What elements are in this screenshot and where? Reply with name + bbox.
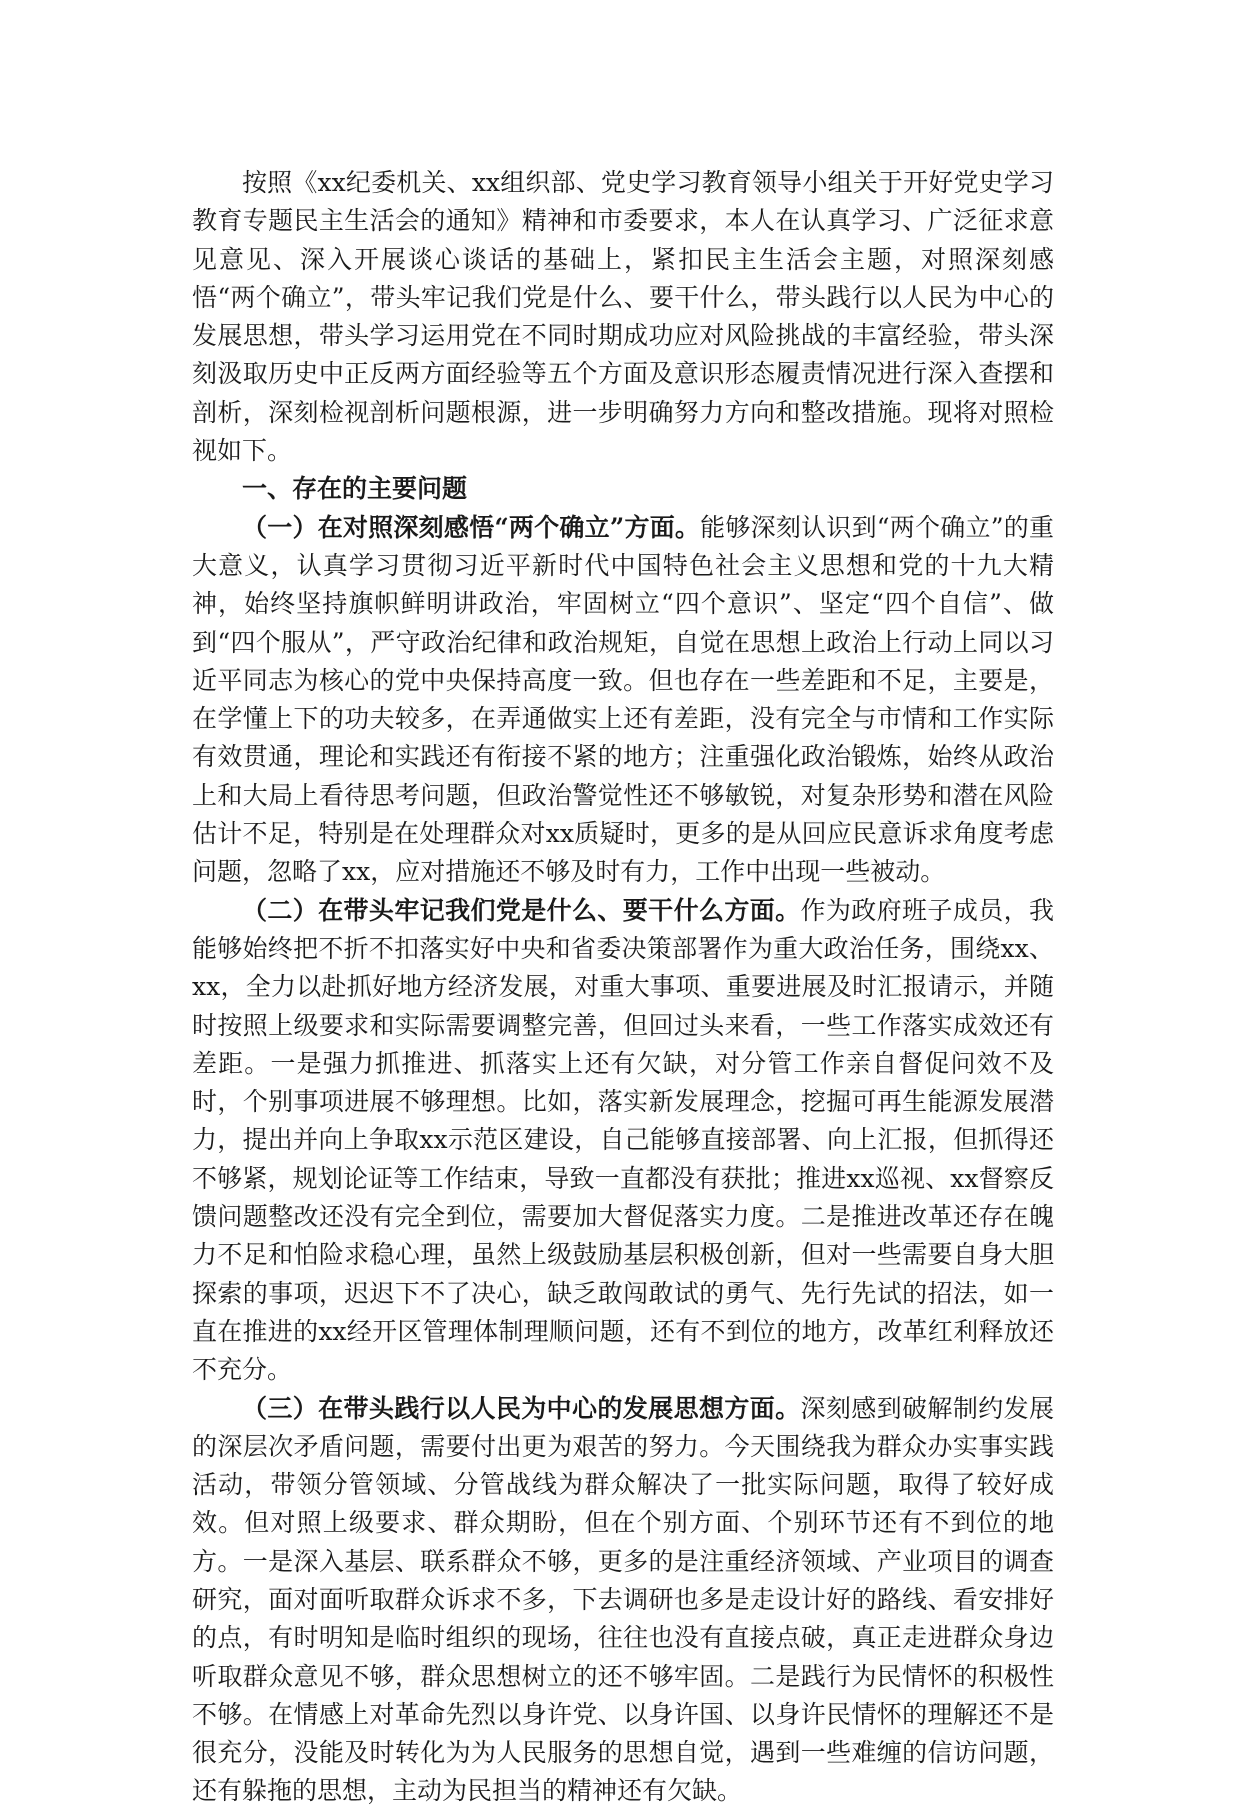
intro-paragraph: 按照《xx纪委机关、xx组织部、党史学习教育领导小组关于开好党史学习教育专题民主生活会的通知》精神和市委要求，本人在认真学习、广泛征求意见意见、深入开展谈心谈话的基础上，紧扣民主生活会主题，对照深刻感悟“两个确立”，带头牢记我们党是什么、要干什么，带头践行以人民为中心的发展思想，带头学习运用党在不同时期成功应对风险挑战的丰富经验，带头深刻汲取历史中正反两方面经验等五个方面及意识形态履责情况进行深入查摆和剖析，深刻检视剖析问题根源，进一步明确努力方向和整改措施。现将对照检视如下。	[192, 168, 1054, 466]
item-body-3: 深刻感到破解制约发展的深层次矛盾问题，需要付出更为艰苦的努力。今天围绕我为群众办实事实践活动，带领分管领域、分管战线为群众解决了一批实际问题，取得了较好成效。但对照上级要求、群众期盼，但在个别方面、个别环节还有不到位的地方。一是深入基层、联系群众不够，更多的是注重经济领域、产业项目的调查研究，面对面听取群众诉求不多，下去调研也多是走设计好的路线、看安排好的点，有时明知是临时组织的现场，往往也没有直接点破，真正走进群众身边听取群众意见不够，群众思想树立的还不够牢固。二是践行为民情怀的积极性不够。在情感上对革命先烈以身许党、以身许国、以身许民情怀的理解还不是很充分，没能及时转化为为人民服务的思想自觉，遇到一些难缠的信访问题，还有躲拖的思想，主动为民担当的精神还有欠缺。	[192, 1393, 1054, 1806]
item-body-2: 作为政府班子成员，我能够始终把不折不扣落实好中央和省委决策部署作为重大政治任务，围绕xx、xx，全力以赴抓好地方经济发展，对重大事项、重要进展及时汇报请示，并随时按照上级要求和实际需要调整完善，但回过头来看，一些工作落实成效还有差距。一是强力抓推进、抓落实上还有欠缺，对分管工作亲自督促问效不及时，个别事项进展不够理想。比如，落实新发展理念，挖掘可再生能源发展潜力，提出并向上争取xx示范区建设，自己能够直接部署、向上汇报，但抓得还不够紧，规划论证等工作结束，导致一直都没有获批；推进xx巡视、xx督察反馈问题整改还没有完全到位，需要加大督促落实力度。二是推进改革还存在魄力不足和怕险求稳心理，虽然上级鼓励基层积极创新，但对一些需要自身大胆探索的事项，迟迟下不了决心，缺乏敢闯敢试的勇气、先行先试的招法，如一直在推进的xx经开区管理体制理顺问题，还有不到位的地方，改革红利释放还不充分。	[192, 895, 1054, 1385]
document-page	[192, 164, 1054, 1811]
item-body-1: 能够深刻认识到“两个确立”的重大意义，认真学习贯彻习近平新时代中国特色社会主义思想和党的十九大精神，始终坚持旗帜鲜明讲政治，牢固树立“四个意识”、坚定“四个自信”、做到“四个服从”，严守政治纪律和政治规矩，自觉在思想上政治上行动上同以习近平同志为核心的党中央保持高度一致。但也存在一些差距和不足，主要是，在学懂上下的功夫较多，在弄通做实上还有差距，没有完全与市情和工作实际有效贯通，理论和实践还有衔接不紧的地方；注重强化政治锻炼，始终从政治上和大局上看待思考问题，但政治警觉性还不够敏锐，对复杂形势和潜在风险估计不足，特别是在处理群众对xx质疑时，更多的是从回应民意诉求角度考虑问题，忽略了xx，应对措施还不够及时有力，工作中出现一些被动。	[192, 512, 1054, 887]
item-title-2: （二）在带头牢记我们党是什么、要干什么方面。	[242, 895, 801, 925]
item-title-1: （一）在对照深刻感悟“两个确立”方面。	[242, 512, 701, 542]
section-heading: 一、存在的主要问题	[242, 474, 468, 504]
item-paragraph-1	[192, 509, 1054, 892]
item-paragraph-3	[192, 1390, 1054, 1811]
item-paragraph-2	[192, 892, 1054, 1390]
item-title-3: （三）在带头践行以人民为中心的发展思想方面。	[242, 1393, 801, 1423]
